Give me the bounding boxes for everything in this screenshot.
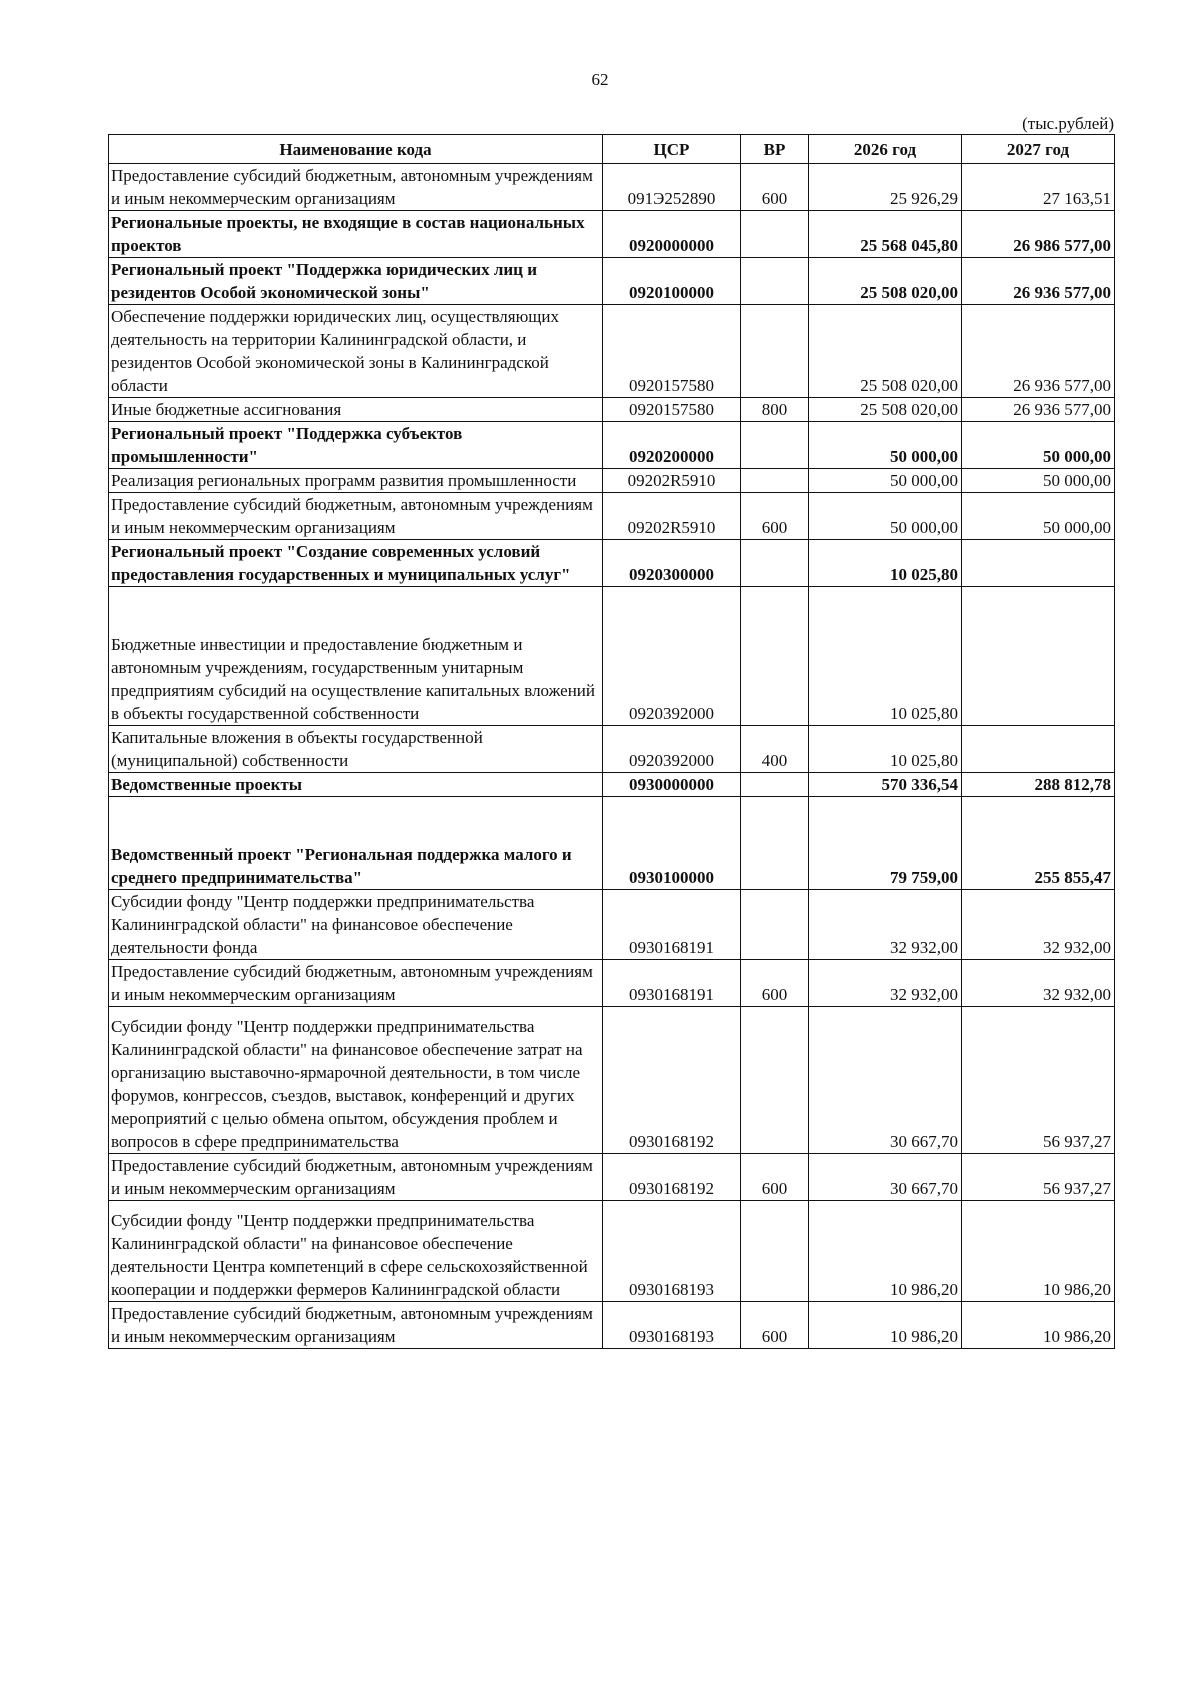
- table-row: [109, 540, 1115, 587]
- table-row: [109, 1154, 1115, 1201]
- row-value-2027: 10 986,20: [962, 1302, 1115, 1349]
- row-value-2027: 288 812,78: [962, 773, 1115, 797]
- row-value-2026: 25 926,29: [809, 164, 962, 211]
- row-value-2027: 10 986,20: [962, 1201, 1115, 1302]
- row-csr: 0930168191: [603, 890, 741, 960]
- row-name: Предоставление субсидий бюджетным, автономным учреждениям и иным некоммерческим организациям: [109, 1154, 603, 1201]
- row-csr: 0920392000: [603, 726, 741, 773]
- row-value-2026: 25 508 020,00: [809, 258, 962, 305]
- row-vr: 600: [741, 1302, 809, 1349]
- table-row: [109, 493, 1115, 540]
- row-value-2027: 26 936 577,00: [962, 398, 1115, 422]
- row-value-2027: 32 932,00: [962, 960, 1115, 1007]
- row-name: Субсидии фонду "Центр поддержки предпринимательства Калининградской области" на финансовое обеспечение деятельности Центра компетенций в сфере сельскохозяйственной кооперации и поддержки фермеров Калининградской области: [109, 1201, 603, 1302]
- table-row: [109, 1201, 1115, 1302]
- header-csr: ЦСР: [603, 135, 741, 164]
- row-vr: 600: [741, 960, 809, 1007]
- table-row: [109, 890, 1115, 960]
- row-value-2027: 50 000,00: [962, 469, 1115, 493]
- row-name: Реализация региональных программ развития промышленности: [109, 469, 603, 493]
- row-value-2026: 32 932,00: [809, 960, 962, 1007]
- row-csr: 0920000000: [603, 211, 741, 258]
- row-value-2026: 50 000,00: [809, 469, 962, 493]
- row-name: Обеспечение поддержки юридических лиц, осуществляющих деятельность на территории Калининградской области, и резидентов Особой экономической зоны в Калининградской области: [109, 305, 603, 398]
- budget-table: [108, 134, 1115, 1349]
- row-value-2027: 50 000,00: [962, 493, 1115, 540]
- row-value-2026: 10 025,80: [809, 726, 962, 773]
- row-value-2026: 79 759,00: [809, 797, 962, 890]
- table-row: [109, 1007, 1115, 1154]
- header-name: Наименование кода: [109, 135, 603, 164]
- row-csr: 0930168191: [603, 960, 741, 1007]
- table-row: [109, 587, 1115, 726]
- row-value-2027: 32 932,00: [962, 890, 1115, 960]
- table-row: [109, 211, 1115, 258]
- table-row: [109, 1302, 1115, 1349]
- row-csr: 0930100000: [603, 797, 741, 890]
- row-value-2027: 26 936 577,00: [962, 258, 1115, 305]
- table-row: [109, 422, 1115, 469]
- row-name: Предоставление субсидий бюджетным, автономным учреждениям и иным некоммерческим организациям: [109, 1302, 603, 1349]
- row-name: Ведомственный проект "Региональная поддержка малого и среднего предпринимательства": [109, 797, 603, 890]
- row-vr: [741, 1007, 809, 1154]
- units-label: (тыс.рублей): [1022, 114, 1114, 133]
- row-vr: [741, 469, 809, 493]
- header-2026: 2026 год: [809, 135, 962, 164]
- row-vr: 600: [741, 164, 809, 211]
- row-name: Капитальные вложения в объекты государственной (муниципальной) собственности: [109, 726, 603, 773]
- table-row: [109, 773, 1115, 797]
- row-value-2027: [962, 587, 1115, 726]
- row-csr: 0920157580: [603, 398, 741, 422]
- row-value-2027: 27 163,51: [962, 164, 1115, 211]
- row-name: Предоставление субсидий бюджетным, автономным учреждениям и иным некоммерческим организациям: [109, 960, 603, 1007]
- row-value-2026: 10 025,80: [809, 587, 962, 726]
- row-value-2027: [962, 726, 1115, 773]
- row-name: Предоставление субсидий бюджетным, автономным учреждениям и иным некоммерческим организациям: [109, 164, 603, 211]
- row-vr: 400: [741, 726, 809, 773]
- row-name: Ведомственные проекты: [109, 773, 603, 797]
- row-value-2026: 25 508 020,00: [809, 398, 962, 422]
- row-value-2026: 10 986,20: [809, 1302, 962, 1349]
- row-value-2027: 56 937,27: [962, 1007, 1115, 1154]
- table-row: [109, 726, 1115, 773]
- row-value-2027: 26 986 577,00: [962, 211, 1115, 258]
- row-value-2027: 26 936 577,00: [962, 305, 1115, 398]
- row-csr: 0930168192: [603, 1007, 741, 1154]
- row-vr: 600: [741, 493, 809, 540]
- row-vr: 800: [741, 398, 809, 422]
- table-body: [109, 164, 1115, 1349]
- row-csr: 0930168193: [603, 1201, 741, 1302]
- row-vr: [741, 258, 809, 305]
- row-vr: [741, 1201, 809, 1302]
- row-value-2026: 32 932,00: [809, 890, 962, 960]
- row-csr: 0930168193: [603, 1302, 741, 1349]
- header-2027: 2027 год: [962, 135, 1115, 164]
- row-csr: 0920392000: [603, 587, 741, 726]
- row-name: Бюджетные инвестиции и предоставление бюджетным и автономным учреждениям, государственным унитарным предприятиям субсидий на осуществление капитальных вложений в объекты государственной собственности: [109, 587, 603, 726]
- row-name: Региональный проект "Поддержка субъектов промышленности": [109, 422, 603, 469]
- row-value-2026: 25 568 045,80: [809, 211, 962, 258]
- row-vr: [741, 587, 809, 726]
- row-vr: [741, 422, 809, 469]
- header-vr: ВР: [741, 135, 809, 164]
- row-name: Субсидии фонду "Центр поддержки предпринимательства Калининградской области" на финансовое обеспечение затрат на организацию выставочно-ярмарочной деятельности, в том числе форумов, конгрессов, съездов, выставок, конференций и других мероприятий с целью обмена опытом, обсуждения проблем и вопросов в сфере предпринимательства: [109, 1007, 603, 1154]
- row-name: Субсидии фонду "Центр поддержки предпринимательства Калининградской области" на финансовое обеспечение деятельности фонда: [109, 890, 603, 960]
- row-vr: 600: [741, 1154, 809, 1201]
- row-value-2027: 50 000,00: [962, 422, 1115, 469]
- row-name: Региональный проект "Поддержка юридических лиц и резидентов Особой экономической зоны": [109, 258, 603, 305]
- table-row: [109, 258, 1115, 305]
- page-number: 62: [591, 70, 609, 89]
- row-value-2026: 10 986,20: [809, 1201, 962, 1302]
- table-row: [109, 305, 1115, 398]
- row-value-2026: 10 025,80: [809, 540, 962, 587]
- row-value-2026: 570 336,54: [809, 773, 962, 797]
- table-row: [109, 164, 1115, 211]
- row-csr: 0920157580: [603, 305, 741, 398]
- row-name: Иные бюджетные ассигнования: [109, 398, 603, 422]
- row-vr: [741, 797, 809, 890]
- row-vr: [741, 773, 809, 797]
- row-vr: [741, 540, 809, 587]
- table-row: [109, 398, 1115, 422]
- row-csr: 09202R5910: [603, 469, 741, 493]
- row-csr: 0920100000: [603, 258, 741, 305]
- row-value-2026: 50 000,00: [809, 493, 962, 540]
- row-csr: 0930168192: [603, 1154, 741, 1201]
- row-name: Предоставление субсидий бюджетным, автономным учреждениям и иным некоммерческим организациям: [109, 493, 603, 540]
- table-row: [109, 797, 1115, 890]
- row-vr: [741, 890, 809, 960]
- row-csr: 0930000000: [603, 773, 741, 797]
- row-value-2026: 50 000,00: [809, 422, 962, 469]
- row-vr: [741, 305, 809, 398]
- row-vr: [741, 211, 809, 258]
- row-value-2026: 30 667,70: [809, 1154, 962, 1201]
- row-name: Региональный проект "Создание современных условий предоставления государственных и муниципальных услуг": [109, 540, 603, 587]
- row-name: Региональные проекты, не входящие в состав национальных проектов: [109, 211, 603, 258]
- row-value-2026: 30 667,70: [809, 1007, 962, 1154]
- row-value-2027: 255 855,47: [962, 797, 1115, 890]
- row-value-2026: 25 508 020,00: [809, 305, 962, 398]
- row-csr: 091Э252890: [603, 164, 741, 211]
- row-csr: 09202R5910: [603, 493, 741, 540]
- row-csr: 0920300000: [603, 540, 741, 587]
- table-row: [109, 960, 1115, 1007]
- row-csr: 0920200000: [603, 422, 741, 469]
- row-value-2027: 56 937,27: [962, 1154, 1115, 1201]
- table-row: [109, 469, 1115, 493]
- table-header-row: [109, 135, 1115, 164]
- row-value-2027: [962, 540, 1115, 587]
